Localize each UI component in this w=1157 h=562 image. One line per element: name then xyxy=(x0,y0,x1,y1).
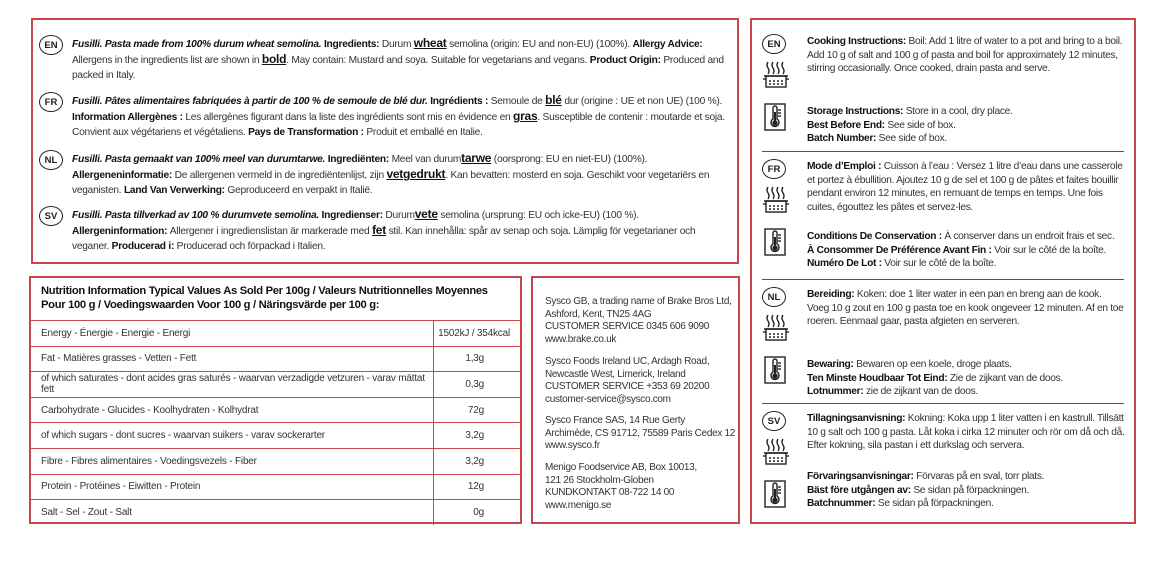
text-run: Cuisson à l’eau : Versez 1 litre d’eau dans une casserole et portez à ébullition. Ajoutez 10 g de sel et 100 g de pâtes et faites bouillir pendant environ 12 minutes, en remuant de temps en temps. Une fois cuites, égouttez les pâtes et servez-les. xyxy=(807,161,1123,213)
nutrient-label: Salt - Sel - Zout - Salt xyxy=(31,500,434,525)
field-label: Numéro De Lot : xyxy=(807,258,885,270)
text-run: semolina (ursprung: EU och icke-EU) (100 %). xyxy=(437,210,639,221)
nutrition-row xyxy=(31,346,520,372)
field-label: Förvaringsanvisningar: xyxy=(807,471,917,482)
section-divider xyxy=(762,279,1124,280)
field-label: Bereiding: xyxy=(807,289,857,300)
text-run: Voir sur le côté de la boîte. xyxy=(994,244,1107,256)
nutrition-header xyxy=(41,284,512,312)
text-run: Bewaren op een koele, droge plaats. xyxy=(856,359,1012,370)
product-title: Fusilli. Pasta gemaakt van 100% meel van durumtarwe. xyxy=(72,154,328,165)
text-run: stil. Kan innehålla: spår av senap och soja. Lämplig för vegetarianer och veganer. xyxy=(72,226,696,252)
boiling-pot-icon xyxy=(762,312,790,342)
text-run: (oorsprong: EU en niet-EU) (100%). xyxy=(491,154,648,165)
field-label: Land Van Verwerking: xyxy=(123,184,228,196)
address-block xyxy=(545,415,734,453)
field-label: À Consommer De Préférence Avant Fin : xyxy=(807,244,995,256)
address-line: 121 26 Stockholm-Globen xyxy=(545,474,654,486)
storage-line xyxy=(807,358,1126,372)
address-block xyxy=(545,356,734,406)
field-label: Ingrediënten: xyxy=(327,154,392,165)
allergen-highlight: vetgedrukt xyxy=(386,167,446,182)
ingredients-text xyxy=(72,36,729,83)
address-panel xyxy=(531,276,740,524)
text-run: Voir sur le côté de la boîte. xyxy=(884,258,997,270)
text-run: zie de zijkant van de doos. xyxy=(865,386,978,398)
field-label: Storage Instructions: xyxy=(807,106,906,117)
thermometer-icon xyxy=(764,228,790,256)
language-badge-en: EN xyxy=(39,35,63,55)
address-line: CUSTOMER SERVICE +353 69 20200 xyxy=(545,381,710,393)
cooking-instructions-nl xyxy=(807,288,1126,329)
address-block xyxy=(545,296,734,346)
cooking-instructions-en xyxy=(807,35,1126,76)
address-line: www.menigo.se xyxy=(545,499,612,511)
field-label: Ingredienser: xyxy=(321,210,386,221)
storage-line xyxy=(807,244,1126,258)
ingredients-text xyxy=(72,93,729,140)
text-run: Meel van durum xyxy=(391,154,462,165)
field-label: Allergy Advice: xyxy=(632,39,703,50)
text-run: See side of box. xyxy=(887,119,956,131)
address-line: www.brake.co.uk xyxy=(545,333,617,345)
boiling-pot-icon xyxy=(762,184,790,214)
field-label: Best Before End: xyxy=(807,119,888,131)
storage-line xyxy=(807,385,1126,399)
field-label: Allergeninformation: xyxy=(72,226,170,238)
allergen-highlight: fet xyxy=(372,223,386,238)
field-label: Allergeneninformatie: xyxy=(72,170,175,182)
section-divider xyxy=(762,151,1124,152)
storage-line xyxy=(807,119,1126,133)
text-run: . Kan bevatten: mosterd en soja. Geschikt voor vegetariërs en veganisten. xyxy=(72,170,710,196)
address-block xyxy=(545,462,734,512)
ingredients-entry-fr xyxy=(39,93,729,140)
field-label: Pays de Transformation : xyxy=(248,126,367,138)
address-line: CUSTOMER SERVICE 0345 606 9090 xyxy=(545,321,710,333)
field-label: Batchnummer: xyxy=(807,498,878,510)
text-run: Geproduceerd en verpakt in Italië. xyxy=(227,184,373,196)
cooking-instructions-fr xyxy=(807,160,1126,214)
allergen-highlight: gras xyxy=(513,109,538,124)
address-line: Newcastle West, Limerick, Ireland xyxy=(545,368,686,380)
nutrient-label: Energy - Énergie - Energie - Energi xyxy=(31,321,434,347)
text-run: Produit et emballé en Italie. xyxy=(366,126,483,138)
address-line: www.sysco.fr xyxy=(545,440,600,452)
thermometer-icon xyxy=(764,480,790,508)
text-run: semolina (origin: EU and non-EU) (100%). xyxy=(446,39,633,50)
ingredients-entry-nl xyxy=(39,151,729,198)
nutrient-value: 3,2g xyxy=(434,423,521,449)
nutrient-label: Fibre - Fibres alimentaires - Voedingsvezels - Fiber xyxy=(31,448,434,474)
allergen-highlight: tarwe xyxy=(461,151,492,165)
storage-line xyxy=(807,230,1126,244)
address-line: KUNDKONTAKT 08-722 14 00 xyxy=(545,487,675,499)
cooking-instructions-sv xyxy=(807,412,1126,453)
nutrition-panel xyxy=(29,276,522,524)
cooking-icons-nl xyxy=(762,287,790,384)
field-label: Bewaring: xyxy=(807,359,857,370)
nutrient-value: 1502kJ / 354kcal xyxy=(434,321,521,347)
allergen-highlight: bold xyxy=(261,52,287,67)
text-run: Koken: doe 1 liter water in een pan en breng aan de kook. Voeg 10 g zout en 100 g pasta toe en kook ongeveer 12 minuten. Af en toe roeren. Eenmaal gaar, pasta afgieten en serveren. xyxy=(807,289,1124,328)
language-badge-sv: SV xyxy=(762,411,786,431)
nutrient-value: 0g xyxy=(434,500,521,525)
ingredients-text xyxy=(72,151,729,198)
nutrient-label: of which saturates - dont acides gras saturés - waarvan verzadigde vetzuren - varav mättat fett xyxy=(31,372,434,398)
field-label: Information Allergènes : xyxy=(72,112,186,124)
nutrition-header-line2: Pour 100 g / Voedingswaarden Voor 100 g / Näringsvärde per 100 g: xyxy=(41,299,380,311)
nutrient-label: Protein - Protéines - Eiwitten - Protein xyxy=(31,474,434,500)
text-run: Allergens in the ingredients list are shown in xyxy=(72,55,262,67)
text-run: dur (origine : UE et non UE) (100 %). xyxy=(561,96,723,107)
field-label: Ingredients: xyxy=(323,39,382,50)
storage-line xyxy=(807,470,1126,484)
text-run: Se sidan på förpackningen. xyxy=(877,498,994,510)
storage-info-en xyxy=(807,105,1126,146)
nutrition-row xyxy=(31,423,520,449)
text-run: Producerad och förpackad i Italien. xyxy=(176,240,326,252)
language-badge-nl: NL xyxy=(39,150,63,170)
language-badge-sv: SV xyxy=(39,206,63,226)
language-badge-en: EN xyxy=(762,34,786,54)
allergen-highlight: wheat xyxy=(413,36,447,50)
text-run: Produced and packed in Italy. xyxy=(72,55,724,81)
text-run: Durum xyxy=(381,39,414,50)
field-label: Lotnummer: xyxy=(807,386,866,398)
boiling-pot-icon xyxy=(762,59,790,89)
nutrient-value: 0,3g xyxy=(434,372,521,398)
nutrient-value: 72g xyxy=(434,397,521,423)
storage-info-nl xyxy=(807,358,1126,399)
ingredients-panel xyxy=(31,18,739,264)
field-label: Cooking Instructions: xyxy=(807,36,909,47)
storage-info-fr xyxy=(807,230,1126,271)
text-run: Förvaras på en sval, torr plats. xyxy=(916,471,1045,482)
text-run: De allergenen vermeld in de ingrediëntenlijst, zijn xyxy=(174,170,387,182)
text-run: Durum xyxy=(385,210,415,221)
cooking-panel xyxy=(750,18,1136,524)
nutrient-label: Fat - Matières grasses - Vetten - Fett xyxy=(31,346,434,372)
field-label: Tillagningsanvisning: xyxy=(807,413,908,424)
allergen-highlight: vete xyxy=(414,207,438,221)
nutrient-label: of which sugars - dont sucres - waarvan suikers - varav sockerarter xyxy=(31,423,434,449)
text-run: Semoule de xyxy=(490,96,546,107)
field-label: Batch Number: xyxy=(807,133,879,145)
address-line: Sysco GB, a trading name of Brake Bros Ltd, xyxy=(545,296,732,307)
text-run: Kokning: Koka upp 1 liter vatten i en kastrull. Tillsätt 10 g salt och 100 g pasta. Låt koka i cirka 12 minuter och rör om då och då. Efter kokning, sila pastan i ett durkslag och servera. xyxy=(807,413,1125,452)
boiling-pot-icon xyxy=(762,436,790,466)
thermometer-icon xyxy=(764,356,790,384)
address-line: Sysco France SAS, 14 Rue Gerty xyxy=(545,415,685,426)
cooking-icons-sv xyxy=(762,411,790,508)
nutrient-value: 1,3g xyxy=(434,346,521,372)
section-divider xyxy=(762,403,1124,404)
allergen-highlight: blé xyxy=(545,93,562,107)
nutrition-header-line1: Nutrition Information Typical Values As Sold Per 100g / Valeurs Nutritionnelles Moyennes xyxy=(41,285,488,297)
nutrition-row xyxy=(31,474,520,500)
field-label: Ingrédients : xyxy=(430,96,491,107)
text-run: . May contain: Mustard and soya. Suitable for vegetarians and vegans. xyxy=(286,55,590,67)
storage-line xyxy=(807,257,1126,271)
thermometer-icon xyxy=(764,103,790,131)
language-badge-fr: FR xyxy=(762,159,786,179)
product-title: Fusilli. Pasta tillverkad av 100 % durumvete semolina. xyxy=(72,210,322,221)
product-title: Fusilli. Pasta made from 100% durum wheat semolina. xyxy=(72,39,324,50)
nutrient-label: Carbohydrate - Glucides - Koolhydraten - Kolhydrat xyxy=(31,397,434,423)
nutrient-value: 12g xyxy=(434,474,521,500)
text-run: À conserver dans un endroit frais et sec. xyxy=(944,231,1115,242)
text-run: Allergener i ingredienslistan är markerade med xyxy=(169,226,373,238)
ingredients-entry-en xyxy=(39,36,729,83)
nutrition-row xyxy=(31,372,520,398)
text-run: See side of box. xyxy=(878,133,947,145)
address-line: Archimède, CS 91712, 75589 Paris Cedex 12 xyxy=(545,427,736,439)
storage-line xyxy=(807,372,1126,386)
storage-line xyxy=(807,484,1126,498)
field-label: Bäst före utgången av: xyxy=(807,484,914,496)
text-run: Store in a cool, dry place. xyxy=(905,106,1013,117)
field-label: Mode d’Emploi : xyxy=(807,161,884,172)
text-run: Les allergènes figurant dans la liste des ingrédients sont mis en évidence en xyxy=(185,112,514,124)
field-label: Conditions De Conservation : xyxy=(807,231,945,242)
nutrition-row xyxy=(31,448,520,474)
nutrition-row xyxy=(31,321,520,347)
storage-line xyxy=(807,132,1126,146)
text-run: Boil: Add 1 litre of water to a pot and bring to a boil. Add 10 g of salt and 100 g of pasta and boil for approximately 12 minutes, stirring occasionally. Once cooked, drain pasta and serve. xyxy=(807,36,1123,75)
product-title: Fusilli. Pâtes alimentaires fabriquées à partir de 100 % de semoule de blé dur. xyxy=(72,96,431,107)
cooking-icons-fr xyxy=(762,159,790,256)
nutrition-row xyxy=(31,397,520,423)
storage-info-sv xyxy=(807,470,1126,511)
address-line: Sysco Foods Ireland UC, Ardagh Road, xyxy=(545,356,710,367)
language-badge-fr: FR xyxy=(39,92,63,112)
ingredients-text xyxy=(72,207,729,254)
field-label: Producerad i: xyxy=(111,240,177,252)
nutrition-row xyxy=(31,500,520,525)
text-run: Se sidan på förpackningen. xyxy=(913,484,1029,496)
address-line: Ashford, Kent, TN25 4AG xyxy=(545,308,652,320)
cooking-icons-en xyxy=(762,34,790,131)
field-label: Product Origin: xyxy=(589,55,664,67)
text-run: . Susceptible de contenir : moutarde et soja. Convient aux végétariens et végétaliens. xyxy=(72,112,725,138)
address-line: customer-service@sysco.com xyxy=(545,393,671,405)
storage-line xyxy=(807,497,1126,511)
nutrient-value: 3,2g xyxy=(434,448,521,474)
language-badge-nl: NL xyxy=(762,287,786,307)
ingredients-entry-sv xyxy=(39,207,729,254)
nutrition-table xyxy=(31,320,520,525)
storage-line xyxy=(807,105,1126,119)
address-line: Menigo Foodservice AB, Box 10013, xyxy=(545,462,697,473)
text-run: Zie de zijkant van de doos. xyxy=(949,372,1063,384)
field-label: Ten Minste Houdbaar Tot Eind: xyxy=(807,372,950,384)
